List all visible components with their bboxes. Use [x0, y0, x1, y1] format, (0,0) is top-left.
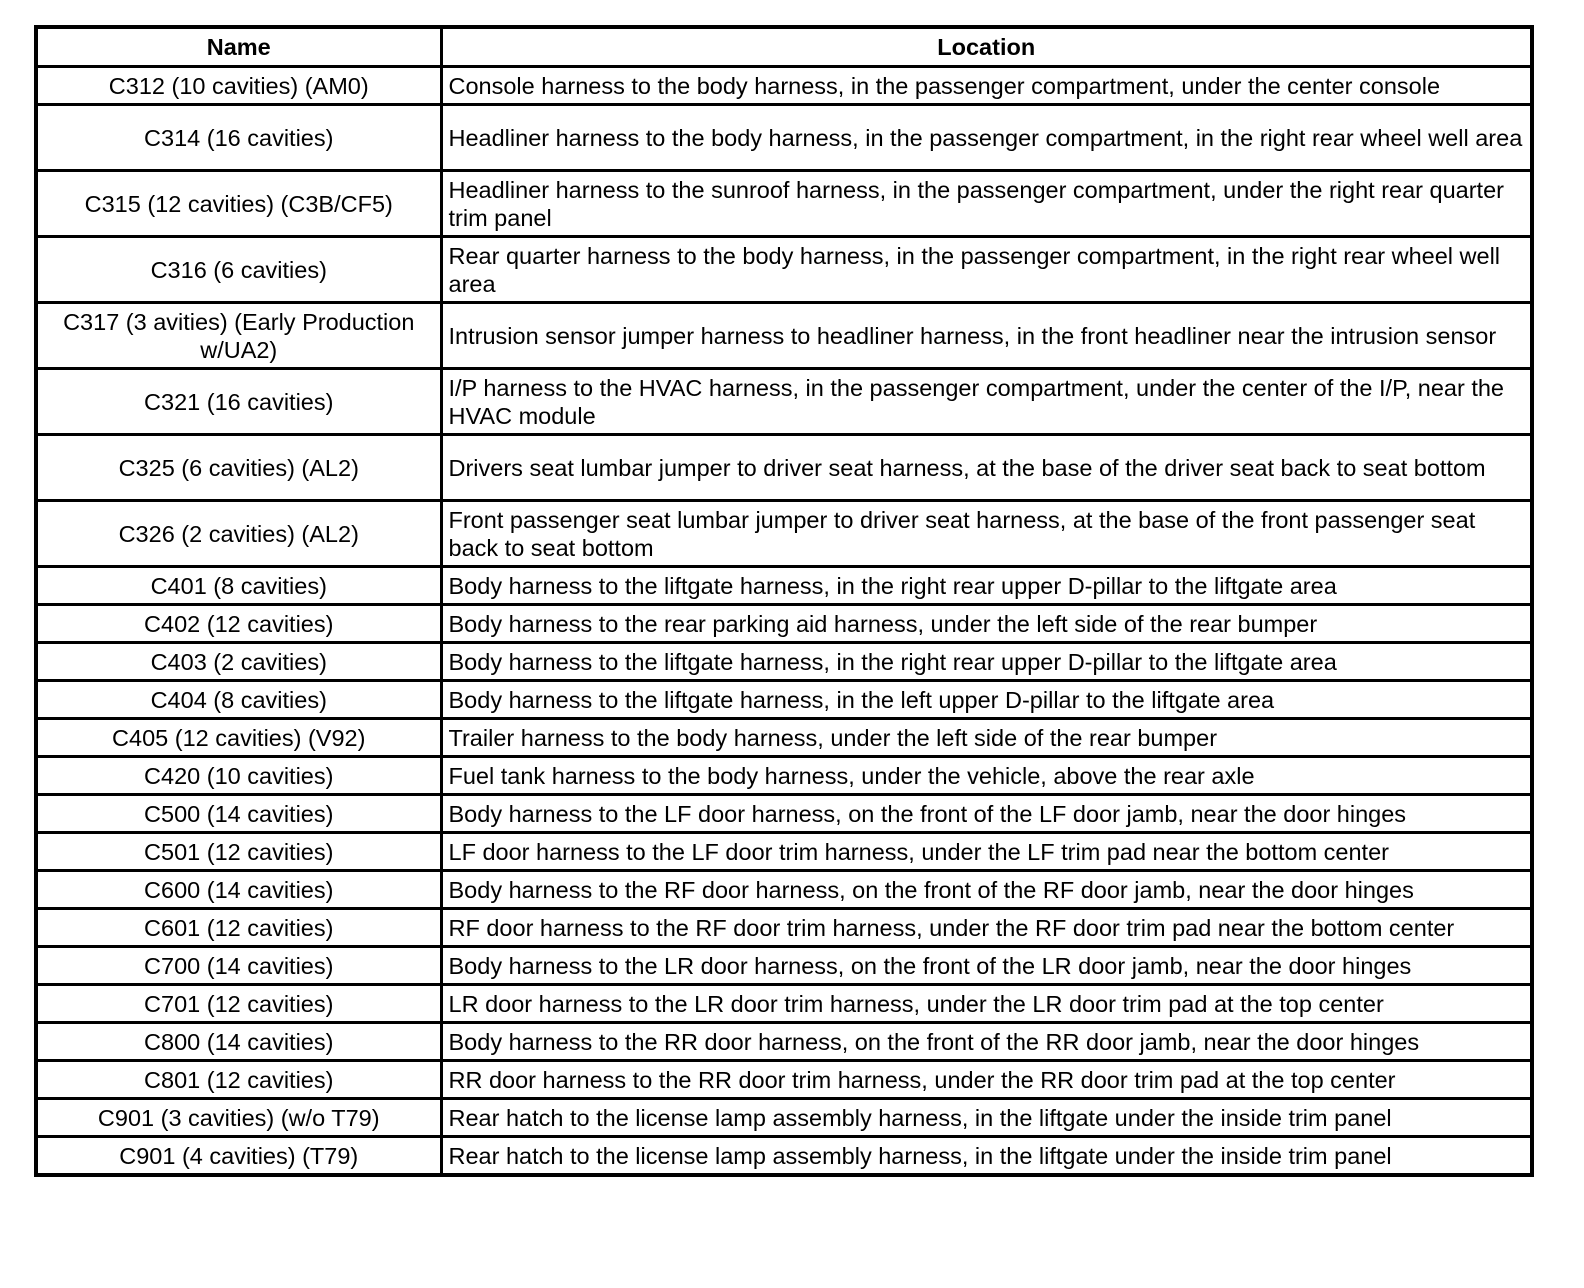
table-row: [36, 719, 1532, 757]
connector-name-cell: C600 (14 cavities): [36, 871, 441, 909]
table-row: [36, 105, 1532, 171]
connector-name-cell: C316 (6 cavities): [36, 237, 441, 303]
connector-name-cell: C801 (12 cavities): [36, 1061, 441, 1099]
connector-name-cell: C800 (14 cavities): [36, 1023, 441, 1061]
connector-name-cell: C314 (16 cavities): [36, 105, 441, 171]
connector-location-cell: Body harness to the LR door harness, on the front of the LR door jamb, near the door hinges: [441, 947, 1532, 985]
connector-location-cell: Body harness to the RF door harness, on the front of the RF door jamb, near the door hinges: [441, 871, 1532, 909]
table-row: [36, 501, 1532, 567]
connector-name-cell: C321 (16 cavities): [36, 369, 441, 435]
connector-location-cell: Headliner harness to the body harness, in the passenger compartment, in the right rear wheel well area: [441, 105, 1532, 171]
connector-location-cell: Trailer harness to the body harness, under the left side of the rear bumper: [441, 719, 1532, 757]
connector-name-cell: C312 (10 cavities) (AM0): [36, 67, 441, 105]
table-row: [36, 643, 1532, 681]
connector-name-cell: C500 (14 cavities): [36, 795, 441, 833]
location-column-header: Location: [441, 27, 1532, 67]
table-row: [36, 681, 1532, 719]
connector-name-cell: C700 (14 cavities): [36, 947, 441, 985]
connector-name-cell: C401 (8 cavities): [36, 567, 441, 605]
connector-location-cell: Rear hatch to the license lamp assembly harness, in the liftgate under the inside trim panel: [441, 1099, 1532, 1137]
connector-location-cell: LF door harness to the LF door trim harness, under the LF trim pad near the bottom center: [441, 833, 1532, 871]
name-column-header: Name: [36, 27, 441, 67]
table-row: [36, 369, 1532, 435]
connector-name-cell: C420 (10 cavities): [36, 757, 441, 795]
table-header-row: [36, 27, 1532, 67]
connector-name-cell: C403 (2 cavities): [36, 643, 441, 681]
table-row: [36, 67, 1532, 105]
connector-location-cell: Body harness to the rear parking aid harness, under the left side of the rear bumper: [441, 605, 1532, 643]
table-row: [36, 1061, 1532, 1099]
connector-name-cell: C701 (12 cavities): [36, 985, 441, 1023]
connector-name-cell: C404 (8 cavities): [36, 681, 441, 719]
table-row: [36, 985, 1532, 1023]
connector-location-cell: Rear quarter harness to the body harness, in the passenger compartment, in the right rear wheel well area: [441, 237, 1532, 303]
table-row: [36, 1099, 1532, 1137]
connector-location-cell: Drivers seat lumbar jumper to driver seat harness, at the base of the driver seat back to seat bottom: [441, 435, 1532, 501]
table-row: [36, 435, 1532, 501]
connector-name-cell: C315 (12 cavities) (C3B/CF5): [36, 171, 441, 237]
table-row: [36, 833, 1532, 871]
connector-location-cell: Body harness to the liftgate harness, in the right rear upper D-pillar to the liftgate area: [441, 567, 1532, 605]
connector-location-cell: Body harness to the liftgate harness, in the right rear upper D-pillar to the liftgate area: [441, 643, 1532, 681]
connector-location-cell: I/P harness to the HVAC harness, in the passenger compartment, under the center of the I/P, near the HVAC module: [441, 369, 1532, 435]
table-body: [36, 67, 1532, 1176]
table-row: [36, 1023, 1532, 1061]
connector-location-cell: Fuel tank harness to the body harness, under the vehicle, above the rear axle: [441, 757, 1532, 795]
table-row: [36, 567, 1532, 605]
connector-location-cell: Console harness to the body harness, in the passenger compartment, under the center console: [441, 67, 1532, 105]
table-row: [36, 303, 1532, 369]
connector-name-cell: C601 (12 cavities): [36, 909, 441, 947]
connector-location-cell: Body harness to the RR door harness, on the front of the RR door jamb, near the door hinges: [441, 1023, 1532, 1061]
connector-location-cell: RR door harness to the RR door trim harness, under the RR door trim pad at the top center: [441, 1061, 1532, 1099]
connector-name-cell: C405 (12 cavities) (V92): [36, 719, 441, 757]
connector-name-cell: C325 (6 cavities) (AL2): [36, 435, 441, 501]
table-row: [36, 947, 1532, 985]
connector-location-cell: Rear hatch to the license lamp assembly harness, in the liftgate under the inside trim panel: [441, 1137, 1532, 1176]
connector-location-cell: Intrusion sensor jumper harness to headliner harness, in the front headliner near the intrusion sensor: [441, 303, 1532, 369]
connector-name-cell: C501 (12 cavities): [36, 833, 441, 871]
table-row: [36, 909, 1532, 947]
connector-location-cell: RF door harness to the RF door trim harness, under the RF door trim pad near the bottom center: [441, 909, 1532, 947]
table-row: [36, 605, 1532, 643]
connector-location-cell: Body harness to the LF door harness, on the front of the LF door jamb, near the door hinges: [441, 795, 1532, 833]
connector-name-cell: C326 (2 cavities) (AL2): [36, 501, 441, 567]
connector-name-cell: C901 (3 cavities) (w/o T79): [36, 1099, 441, 1137]
table-row: [36, 171, 1532, 237]
table-row: [36, 795, 1532, 833]
connector-location-cell: Body harness to the liftgate harness, in the left upper D-pillar to the liftgate area: [441, 681, 1532, 719]
connector-location-cell: LR door harness to the LR door trim harness, under the LR door trim pad at the top center: [441, 985, 1532, 1023]
connector-name-cell: C402 (12 cavities): [36, 605, 441, 643]
connector-name-cell: C901 (4 cavities) (T79): [36, 1137, 441, 1176]
table-row: [36, 1137, 1532, 1176]
table-row: [36, 757, 1532, 795]
connector-location-cell: Headliner harness to the sunroof harness, in the passenger compartment, under the right rear quarter trim panel: [441, 171, 1532, 237]
table-row: [36, 871, 1532, 909]
connector-location-table: [34, 25, 1534, 1177]
connector-location-cell: Front passenger seat lumbar jumper to driver seat harness, at the base of the front passenger seat back to seat bottom: [441, 501, 1532, 567]
table-row: [36, 237, 1532, 303]
connector-name-cell: C317 (3 avities) (Early Production w/UA2): [36, 303, 441, 369]
